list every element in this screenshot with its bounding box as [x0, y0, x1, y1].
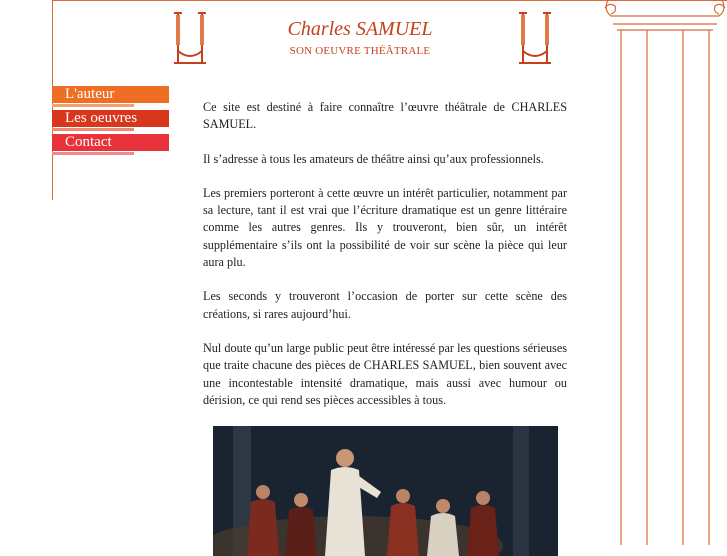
- nav-link-contact[interactable]: [52, 134, 169, 151]
- paragraph: Il s’adresse à tous les amateurs de théâtre ainsi qu’aux professionnels.: [203, 151, 544, 166]
- paragraph: Ce site est destiné à faire connaître l’œuvre théâtrale de CHARLES SAMUEL.: [203, 100, 567, 132]
- paragraph: Nul doute qu’un large public peut être intéressé par les questions sérieuses que traite chacune des pièces de CHARLES SAMUEL, bien souvent avec une incontestable intensité dramatique, mais aussi avec humour ou dérision, ce qui rend ses pièces accessibles à tous.: [203, 340, 567, 407]
- nav-underline: [52, 152, 134, 155]
- main-nav: [52, 86, 169, 158]
- nav-link-oeuvres[interactable]: [52, 110, 169, 127]
- paragraph: Les premiers porteront à cette œuvre un intérêt particulier, notamment par sa lecture, tant il est vrai que l’écriture dramatique est un genre littéraire comme les autres genres. Ils y trouveront, bien sûr, un intérêt supplémentaire s’ils ont la possibilité de voir sur scène la pièce qui leur aura plu.: [203, 185, 567, 270]
- intro-text: [203, 99, 567, 426]
- theatre-photo: [213, 426, 558, 556]
- nav-link-label: L'auteur: [65, 86, 115, 102]
- theatre-photo-illustration: [213, 426, 558, 556]
- site-header: [250, 18, 470, 57]
- lyre-ornament-right: [515, 11, 555, 66]
- site-title: Charles SAMUEL: [287, 18, 433, 40]
- column-ornament: [603, 0, 727, 545]
- lyre-ornament-left: [170, 11, 210, 66]
- nav-underline: [52, 104, 134, 107]
- nav-link-label: Les oeuvres: [65, 110, 138, 126]
- site-subtitle: SON OEUVRE THÉÂTRALE: [289, 45, 431, 57]
- paragraph: Les seconds y trouveront l’occasion de porter sur cette scène des créations, si rares aujourd’hui.: [203, 289, 567, 321]
- nav-link-auteur[interactable]: [52, 86, 169, 103]
- nav-link-label: Contact: [65, 134, 112, 150]
- nav-underline: [52, 128, 134, 131]
